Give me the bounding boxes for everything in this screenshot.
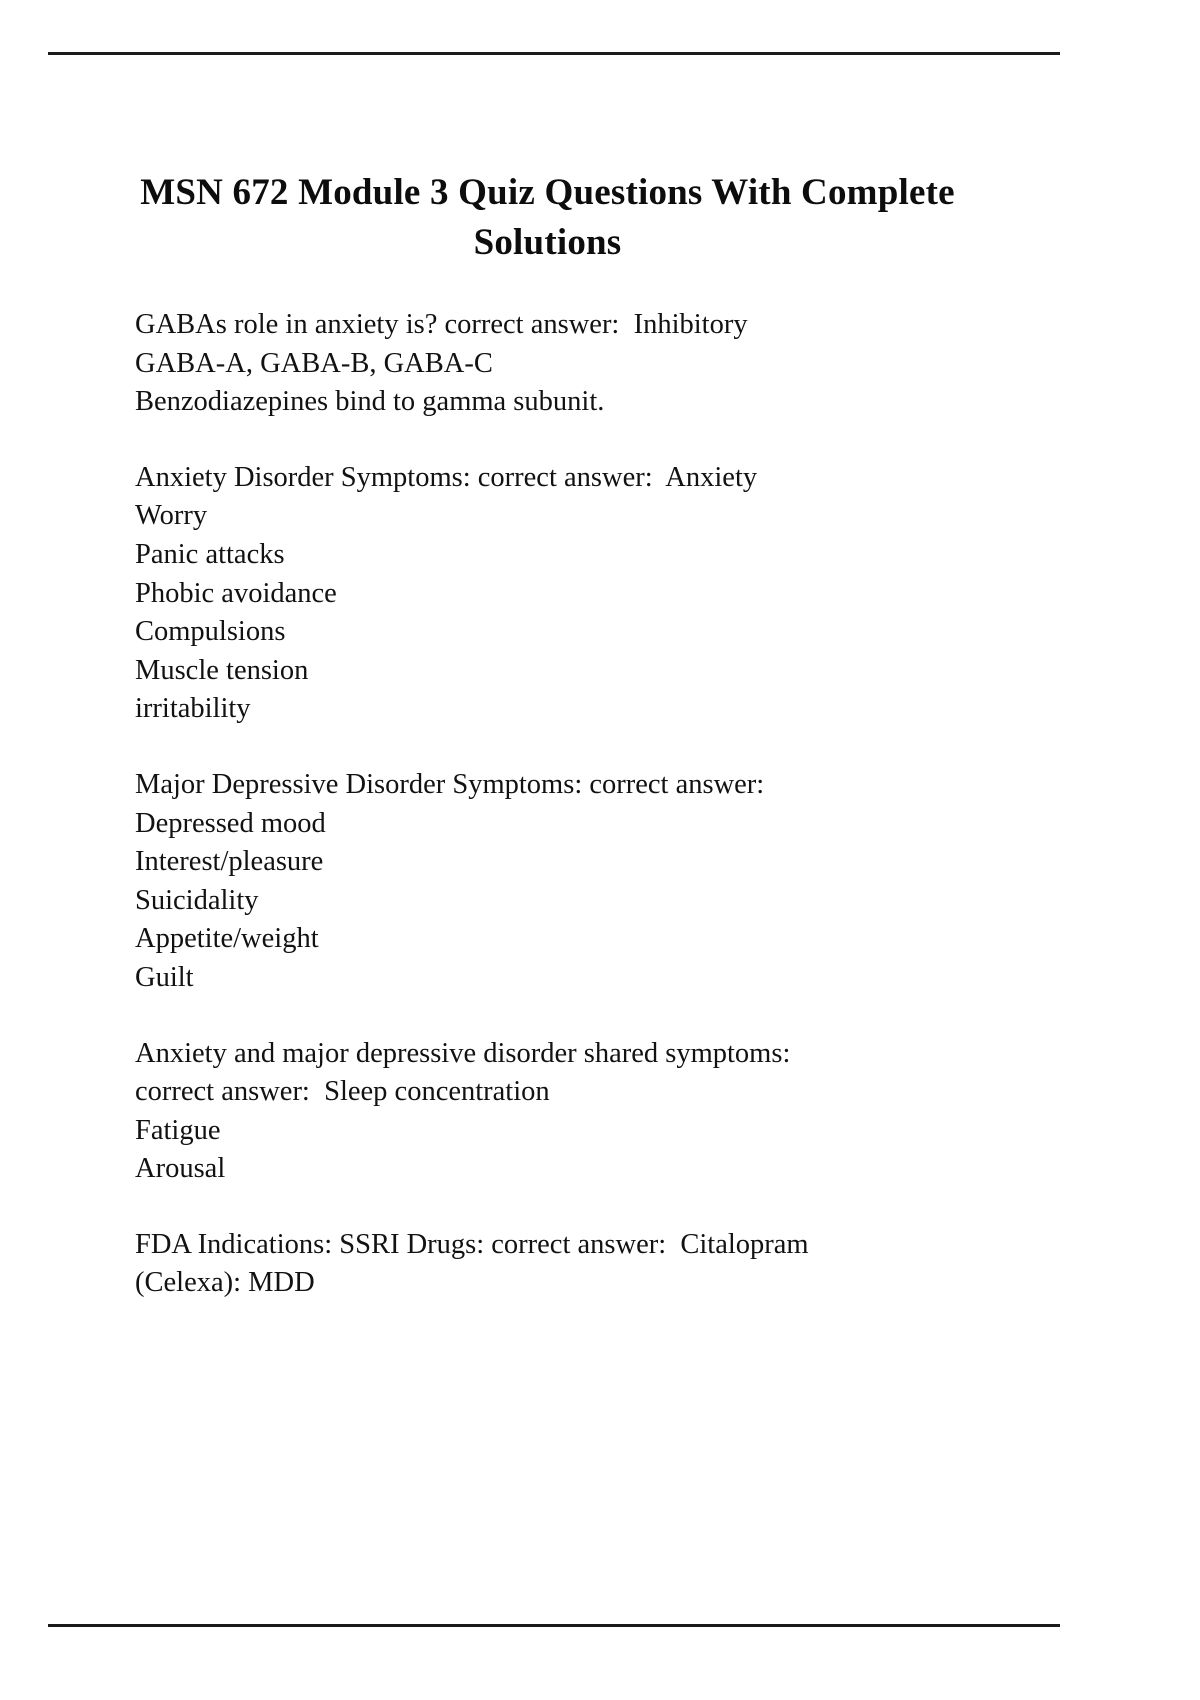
- document-content: [135, 168, 1065, 1303]
- text-line: Panic attacks: [135, 538, 285, 570]
- page-bottom-divider: [48, 1624, 1060, 1627]
- text-line: Anxiety and major depressive disorder shared symptoms:: [135, 1037, 791, 1069]
- paragraph-major-depressive-disorder-symptoms: [135, 766, 1065, 998]
- text-line: irritability: [135, 693, 251, 725]
- paragraph-gaba-role: [135, 306, 1065, 422]
- text-line: Appetite/weight: [135, 923, 319, 955]
- paragraph-fda-indications-ssri: [135, 1226, 1065, 1303]
- paragraph-anxiety-disorder-symptoms: [135, 459, 1065, 729]
- text-line: FDA Indications: SSRI Drugs: correct answer: Citalopram: [135, 1228, 809, 1260]
- text-line: GABA-A, GABA-B, GABA-C: [135, 347, 493, 379]
- page-top-divider: [48, 52, 1060, 55]
- text-line: Fatigue: [135, 1114, 221, 1146]
- text-line: Phobic avoidance: [135, 577, 337, 609]
- text-line: Depressed mood: [135, 807, 326, 839]
- document-body: [135, 306, 1065, 1303]
- text-line: Major Depressive Disorder Symptoms: correct answer:: [135, 768, 765, 800]
- text-line: Suicidality: [135, 884, 259, 916]
- text-line: Guilt: [135, 961, 194, 993]
- text-line: (Celexa): MDD: [135, 1267, 315, 1299]
- text-line: GABAs role in anxiety is? correct answer: Inhibitory: [135, 309, 748, 340]
- text-line: Interest/pleasure: [135, 846, 324, 878]
- text-line: Muscle tension: [135, 654, 309, 686]
- text-line: Worry: [135, 500, 208, 532]
- paragraph-shared-symptoms: [135, 1035, 1065, 1189]
- text-line: Benzodiazepines bind to gamma subunit.: [135, 386, 605, 418]
- text-line: Anxiety Disorder Symptoms: correct answer: Anxiety: [135, 461, 758, 493]
- text-line: Compulsions: [135, 616, 286, 648]
- page-title: MSN 672 Module 3 Quiz Questions With Complete Solutions: [140, 172, 955, 263]
- text-line: Arousal: [135, 1153, 226, 1185]
- text-line: correct answer: Sleep concentration: [135, 1076, 550, 1108]
